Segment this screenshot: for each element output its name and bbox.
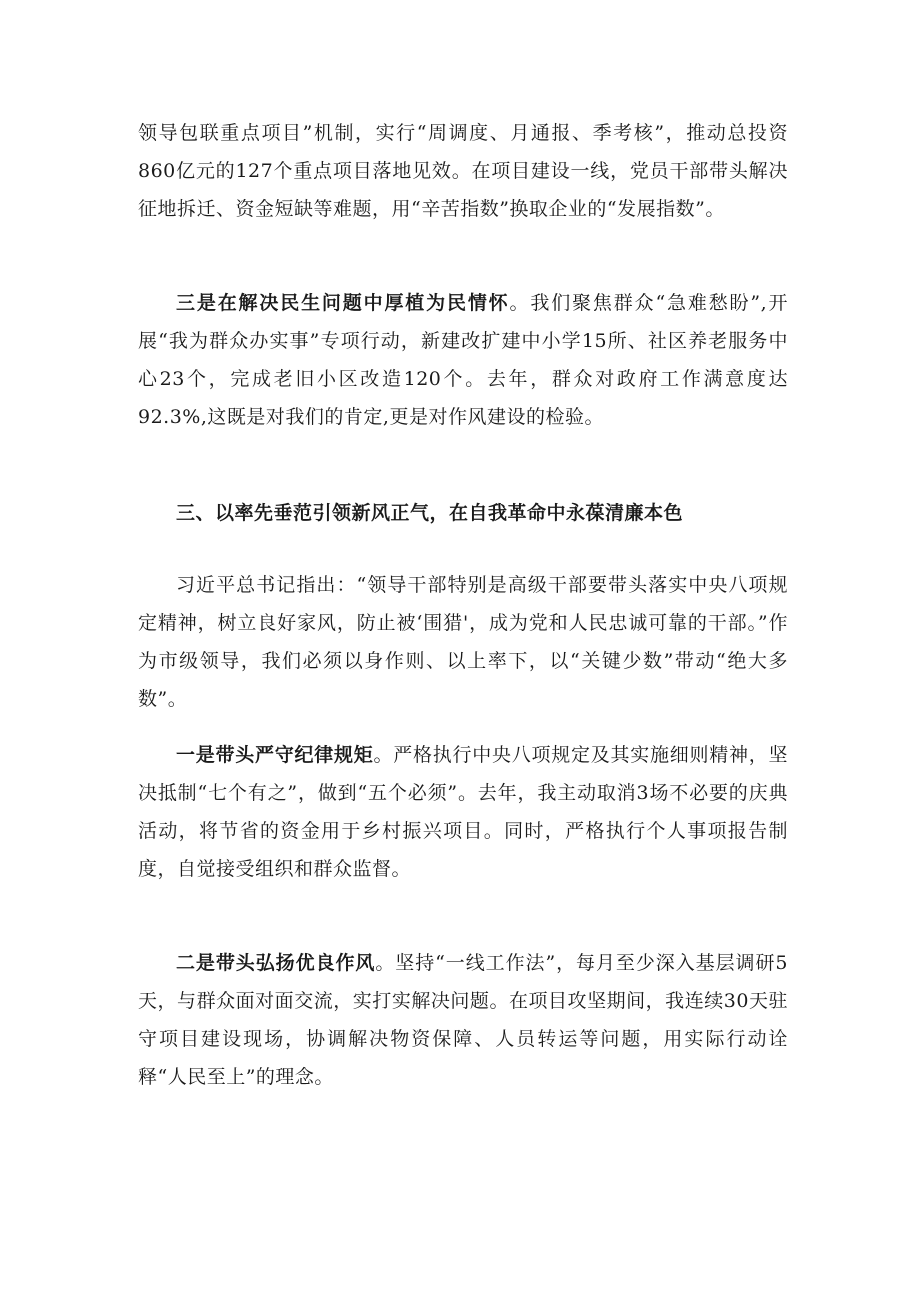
paragraph-quote: 习近平总书记指出：“领导干部特别是高级干部要带头落实中央八项规定精神，树立良好家风，防止被‘围猎'，成为党和人民忠诚可靠的干部。”作为市级领导，我们必须以身作则、以上率下，以“关键少数”带动“绝大多数”。 [138,574,788,710]
paragraph-lead: 二是带头弘扬优良作风 [176,952,376,974]
paragraph-livelihood [138,284,788,436]
paragraph-lead: 一是带头严守纪律规矩 [176,744,374,766]
paragraph-body: 。坚持“一线工作法”，每月至少深入基层调研5天，与群众面对面交流，实打实解决问题。在项目攻坚期间，我连续30天驻守项目建设现场，协调解决物资保障、人员转运等问题，用实际行动诠释“人民至上”的理念。 [138,952,788,1088]
paragraph-projects: 领导包联重点项目”机制，实行“周调度、月通报、季考核”，推动总投资860亿元的127个重点项目落地见效。在项目建设一线，党员干部带头解决征地拆迁、资金短缺等难题，用“辛苦指数”换取企业的“发展指数”。 [138,122,788,220]
paragraph-body: 。严格执行中央八项规定及其实施细则精神，坚决抵制“七个有之”，做到“五个必须”。去年，我主动取消3场不必要的庆典活动，将节省的资金用于乡村振兴项目。同时，严格执行个人事项报告制度，自觉接受组织和群众监督。 [138,744,788,880]
paragraph-work-style [138,944,788,1096]
paragraph-lead: 三是在解决民生问题中厚植为民情怀 [176,292,510,314]
paragraph-body: 。我们聚焦群众“急难愁盼”,开展“我为群众办实事”专项行动，新建改扩建中小学15所、社区养老服务中心23个，完成老旧小区改造120个。去年，群众对政府工作满意度达92.3%,这既是对我们的肯定,更是对作风建设的检验。 [138,292,788,428]
paragraph-discipline [138,736,788,888]
section-heading: 三、以率先垂范引领新风正气，在自我革命中永葆清廉本色 [176,502,684,524]
